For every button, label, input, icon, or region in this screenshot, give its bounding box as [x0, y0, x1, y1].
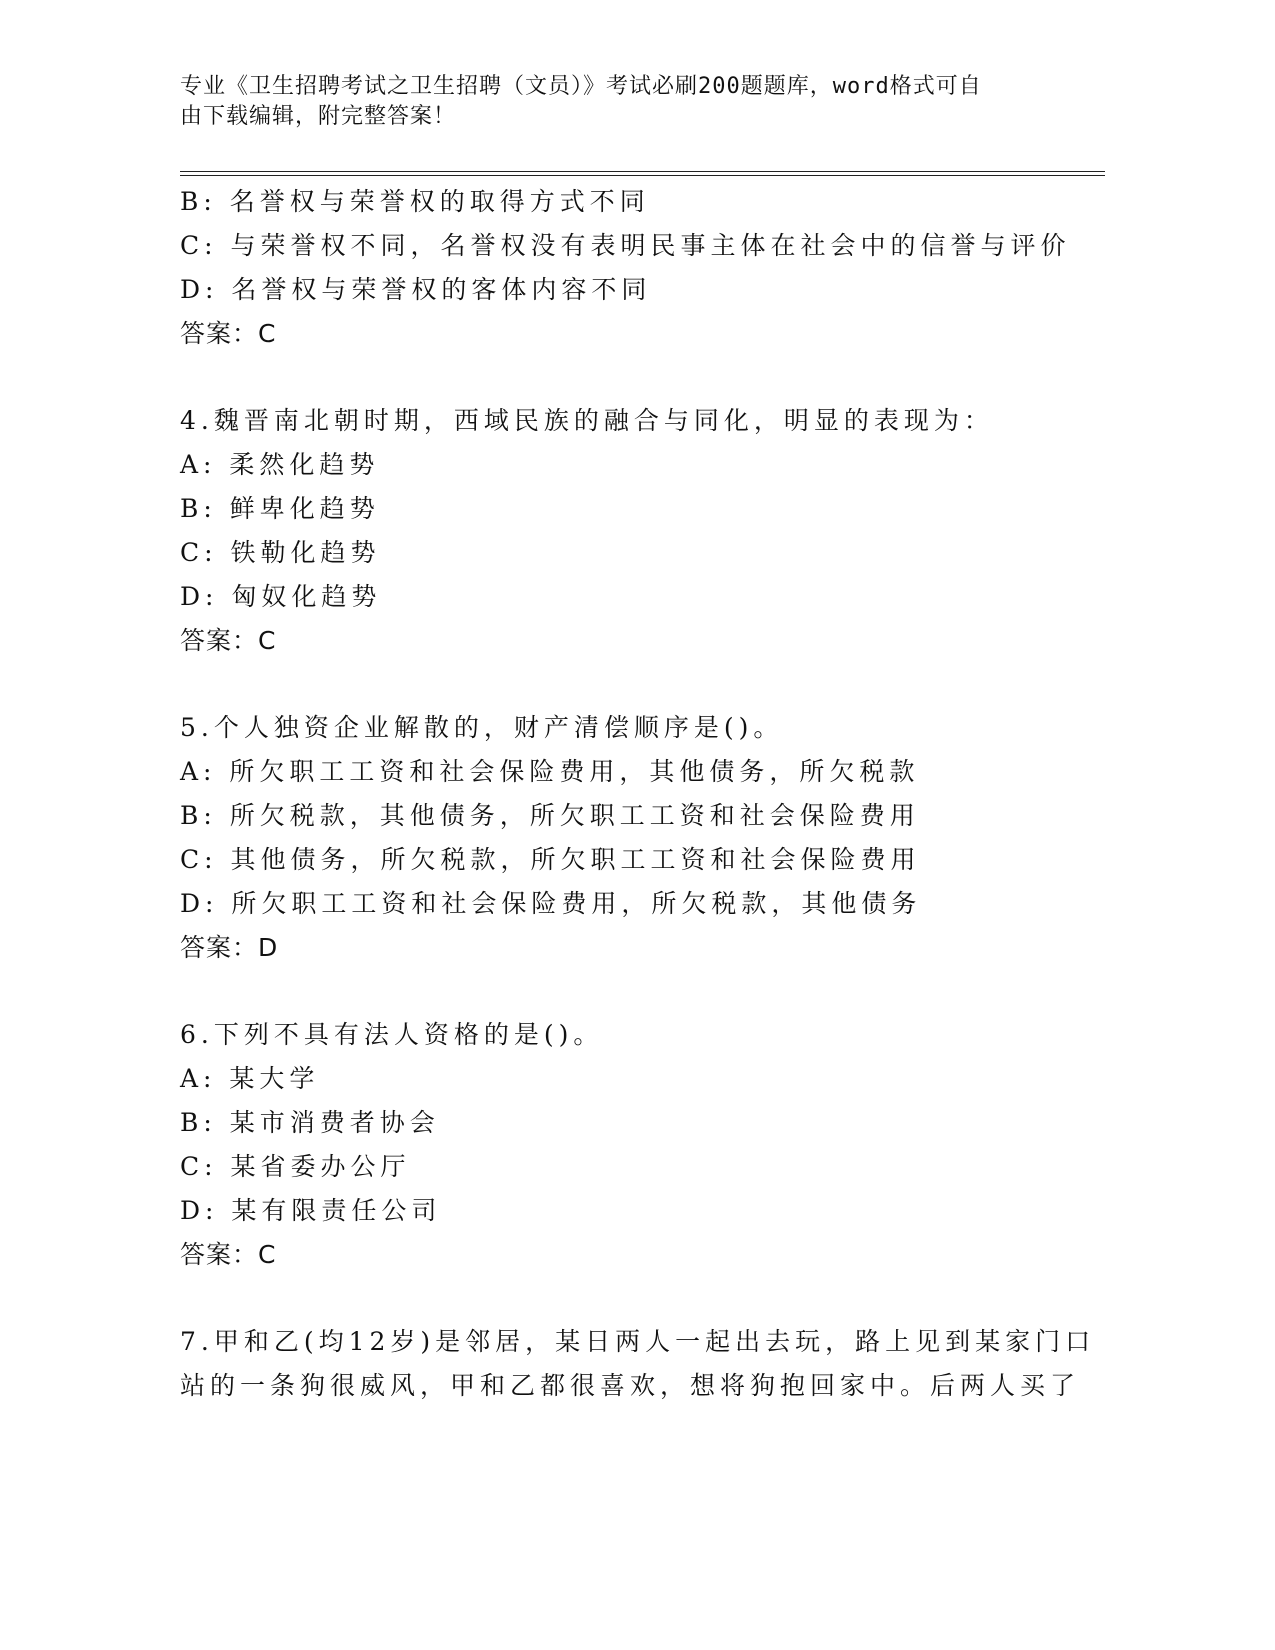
spacer — [180, 1277, 1105, 1320]
question-6 — [180, 1013, 1105, 1277]
answer: 答案：C — [180, 626, 277, 655]
option-a: A: 所欠职工工资和社会保险费用，其他债务，所欠税款 — [180, 757, 920, 786]
spacer — [180, 356, 1105, 399]
header-line-2: 由下载编辑，附完整答案！ — [180, 104, 457, 129]
header-divider-bottom — [180, 175, 1105, 176]
option-b: B: 名誉权与荣誉权的取得方式不同 — [180, 187, 650, 216]
question-text: 6.下列不具有法人资格的是()。 — [180, 1020, 604, 1049]
option-c: C: 某省委办公厅 — [180, 1152, 411, 1181]
option-d: D: 名誉权与荣誉权的客体内容不同 — [180, 275, 652, 304]
question-list — [180, 180, 1105, 1408]
question-text-line-2: 站的一条狗很威风，甲和乙都很喜欢，想将狗抱回家中。后两人买了 — [180, 1371, 1081, 1400]
option-b: B: 鲜卑化趋势 — [180, 494, 380, 523]
option-a: A: 柔然化趋势 — [180, 450, 380, 479]
option-b: B: 某市消费者协会 — [180, 1108, 440, 1137]
option-c: C: 其他债务，所欠税款，所欠职工工资和社会保险费用 — [180, 845, 921, 874]
spacer — [180, 970, 1105, 1013]
option-d: D: 某有限责任公司 — [180, 1196, 442, 1225]
answer: 答案：C — [180, 319, 277, 348]
option-b: B: 所欠税款，其他债务，所欠职工工资和社会保险费用 — [180, 801, 920, 830]
question-4 — [180, 399, 1105, 663]
answer: 答案：D — [180, 933, 279, 962]
answer: 答案：C — [180, 1240, 277, 1269]
question-text-line-1: 7.甲和乙(均12岁)是邻居，某日两人一起出去玩，路上见到某家门口 — [180, 1327, 1096, 1356]
option-c: C: 与荣誉权不同，名誉权没有表明民事主体在社会中的信誉与评价 — [180, 231, 1071, 260]
question-text: 4.魏晋南北朝时期，西域民族的融合与同化，明显的表现为： — [180, 406, 994, 435]
question-7 — [180, 1320, 1105, 1408]
question-text: 5.个人独资企业解散的，财产清偿顺序是()。 — [180, 713, 784, 742]
option-c: C: 铁勒化趋势 — [180, 538, 381, 567]
option-d: D: 匈奴化趋势 — [180, 582, 382, 611]
question-5 — [180, 706, 1105, 970]
option-d: D: 所欠职工工资和社会保险费用，所欠税款，其他债务 — [180, 889, 922, 918]
document-header — [180, 72, 1060, 132]
question-3-tail — [180, 180, 1105, 356]
header-divider-top — [180, 171, 1105, 172]
header-line-1: 专业《卫生招聘考试之卫生招聘（文员）》考试必刷200题题库，word格式可自 — [180, 74, 982, 99]
spacer — [180, 663, 1105, 706]
option-a: A: 某大学 — [180, 1064, 320, 1093]
